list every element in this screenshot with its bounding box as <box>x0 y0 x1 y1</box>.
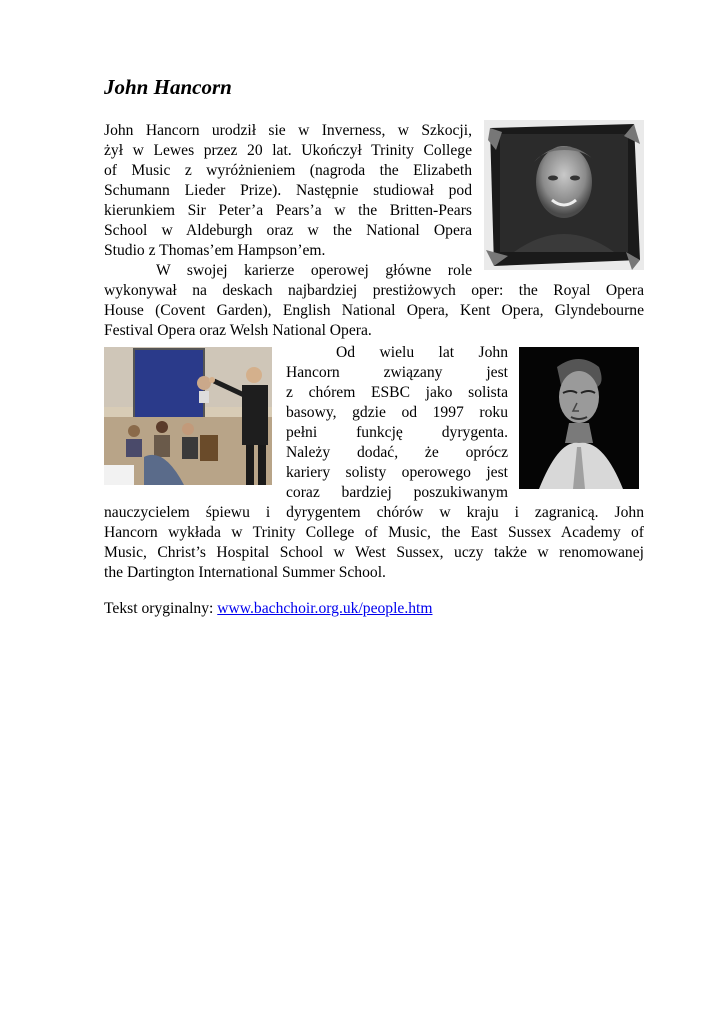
text-line: pełni funkcję dyrygenta. <box>286 424 508 441</box>
text-line: żył w Lewes przez 20 lat. Ukończył Trinity College <box>104 142 472 159</box>
source-label: Tekst oryginalny: <box>104 600 214 617</box>
text-line: kierunkiem Sir Peter’a Pears’a w the Britten-Pears <box>104 202 472 219</box>
text-line: kariery solisty operowego jest <box>286 464 508 481</box>
text-line: the Dartington International Summer School. <box>104 564 386 581</box>
text-line: wykonywał na deskach najbardziej prestiżowych oper: the Royal Opera <box>104 282 644 299</box>
text-line: Hancorn wykłada w Trinity College of Music, the East Sussex Academy of <box>104 524 644 541</box>
text-line: Hancorn związany jest <box>286 364 508 381</box>
black-white-portrait-photo <box>519 347 639 489</box>
text-line: John Hancorn urodził sie w Inverness, w Szkocji, <box>104 122 472 139</box>
text-line: W swojej karierze operowej główne role <box>156 262 472 279</box>
text-line: of Music z wyróżnieniem (nagroda the Elizabeth <box>104 162 472 179</box>
text-line: School w Aldeburgh oraz w the National Opera <box>104 222 472 239</box>
text-line: Od wielu lat John <box>336 344 508 361</box>
text-line: nauczycielem śpiewu i dyrygentem chórów w kraju i zagranicą. John <box>104 504 644 521</box>
text-line: Festival Opera oraz Welsh National Opera. <box>104 322 372 339</box>
text-line: Należy dodać, że oprócz <box>286 444 508 461</box>
conductor-orchestra-photo <box>104 347 272 485</box>
text-line: House (Covent Garden), English National Opera, Kent Opera, Glyndebourne <box>104 302 644 319</box>
text-line: z chórem ESBC jako solista <box>286 384 508 401</box>
source-link[interactable]: www.bachchoir.org.uk/people.htm <box>217 600 433 617</box>
text-line: coraz bardziej poszukiwanym <box>286 484 508 501</box>
text-line: Schumann Lieder Prize). Następnie studiował pod <box>104 182 472 199</box>
page-title: John Hancorn <box>104 75 232 99</box>
text-line: Music, Christ’s Hospital School w West Sussex, uczy także w renomowanej <box>104 544 644 561</box>
text-line: Studio z Thomas’em Hampson’em. <box>104 242 326 259</box>
source-line <box>104 599 644 619</box>
text-line: basowy, gdzie od 1997 roku <box>286 404 508 421</box>
